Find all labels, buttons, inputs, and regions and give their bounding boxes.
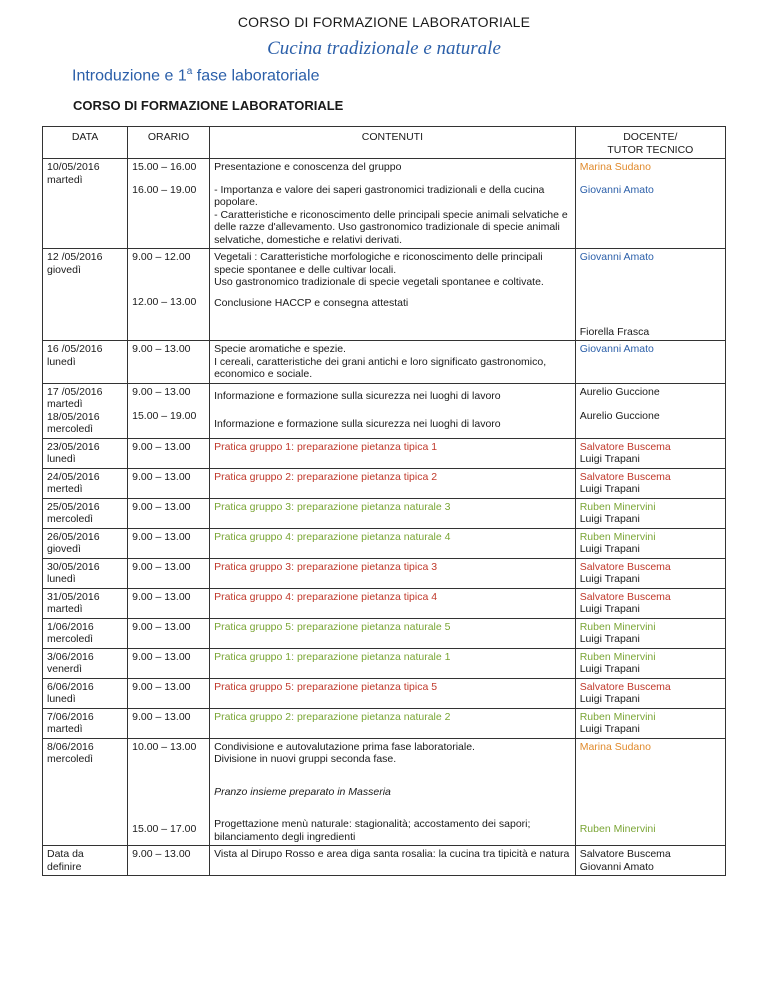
teacher-value: Luigi Trapani [579, 723, 640, 735]
table-row [43, 438, 726, 468]
date-cell [43, 341, 128, 384]
table-row [43, 383, 726, 438]
date-cell [43, 383, 128, 438]
content-cell [210, 846, 576, 876]
date-cell [43, 438, 128, 468]
weekday-value: venerdì [47, 663, 83, 675]
date-value: 8/06/2016 [47, 740, 94, 753]
date-value: 23/05/2016 [47, 440, 100, 453]
time-cell [128, 438, 210, 468]
weekday-value: martedì [47, 723, 83, 735]
teacher-value: Giovanni Amato [579, 860, 654, 873]
date-cell [43, 648, 128, 678]
time-value: 9.00 – 13.00 [132, 650, 191, 663]
time-cell [128, 846, 210, 876]
content-cell [210, 678, 576, 708]
content-value: Pranzo insieme preparato in Masseria [214, 785, 391, 798]
time-value: 9.00 – 13.00 [132, 385, 191, 398]
teacher-value: Aurelio Guccione [579, 410, 660, 422]
time-cell [128, 528, 210, 558]
time-value: 9.00 – 13.00 [132, 440, 191, 453]
content-cell [210, 738, 576, 846]
time-value: 9.00 – 13.00 [132, 620, 191, 633]
date-value: 12 /05/2016 [47, 251, 103, 263]
time-value: 9.00 – 13.00 [132, 500, 191, 513]
practice-task: preparazione pietanza tipica 1 [294, 440, 438, 453]
time-value: 9.00 – 13.00 [132, 590, 191, 603]
practice-description [214, 471, 571, 484]
content-cell [210, 249, 576, 341]
time-value: 9.00 – 13.00 [132, 470, 191, 483]
practice-task: preparazione pietanza tipica 4 [294, 590, 438, 603]
teacher-value: Luigi Trapani [579, 453, 640, 465]
time-cell [128, 618, 210, 648]
practice-group-label: Pratica gruppo 4 [214, 590, 292, 603]
practice-group-label: Pratica gruppo 4 [214, 530, 292, 543]
practice-description [214, 621, 571, 634]
practice-description [214, 651, 571, 664]
practice-separator: : [291, 710, 295, 723]
content-value: Vegetali : Caratteristiche morfologiche e riconoscimento delle principali specie spontanee e delle cultivar locali. [214, 251, 543, 276]
practice-group-label: Pratica gruppo 1 [214, 440, 292, 453]
weekday-value: lunedì [47, 355, 76, 368]
practice-description [214, 531, 571, 544]
content-value: Presentazione e conoscenza del gruppo [214, 161, 402, 173]
teacher-cell [575, 678, 725, 708]
weekday-value: giovedì [47, 263, 81, 276]
section-title-sup: a [186, 66, 193, 77]
date-value: 17 /05/2016 [47, 385, 103, 398]
table-row [43, 159, 726, 249]
teacher-value: Giovanni Amato [579, 251, 654, 263]
practice-description [214, 681, 571, 694]
table-row [43, 498, 726, 528]
teacher-value: Giovanni Amato [579, 343, 654, 355]
practice-description [214, 561, 571, 574]
table-row [43, 249, 726, 341]
time-value: 15.00 – 19.00 [132, 410, 197, 422]
teacher-value: Giovanni Amato [579, 183, 654, 196]
teacher-value: Luigi Trapani [579, 513, 640, 525]
teacher-cell [575, 708, 725, 738]
teacher-value: Luigi Trapani [579, 483, 640, 495]
section-title-prefix: Introduzione e 1 [72, 67, 187, 85]
table-row [43, 468, 726, 498]
teacher-value: Ruben Minervini [579, 500, 656, 513]
teacher-value: Ruben Minervini [579, 823, 656, 835]
teacher-cell [575, 341, 725, 384]
table-row [43, 341, 726, 384]
teacher-cell [575, 618, 725, 648]
header-teacher-line1: DOCENTE/ [623, 131, 678, 143]
content-value: Vista al Dirupo Rosso e area diga santa rosalia: la cucina tra tipicità e natura [214, 848, 570, 860]
date-cell [43, 468, 128, 498]
teacher-value: Salvatore Buscema [579, 470, 671, 483]
weekday-value: lunedì [47, 573, 76, 585]
time-value: 9.00 – 12.00 [132, 251, 191, 263]
table-row [43, 846, 726, 876]
time-cell [128, 341, 210, 384]
time-value: 9.00 – 13.00 [132, 710, 191, 723]
practice-separator: : [291, 620, 295, 633]
document-subtitle: Cucina tradizionale e naturale [267, 38, 501, 59]
practice-task: preparazione pietanza tipica 5 [294, 680, 438, 693]
content-cell [210, 159, 576, 249]
header-teacher [575, 127, 725, 159]
practice-task: preparazione pietanza naturale 1 [294, 650, 451, 663]
practice-task: preparazione pietanza naturale 3 [294, 500, 451, 513]
practice-separator: : [291, 680, 295, 693]
content-cell [210, 648, 576, 678]
content-value: Informazione e formazione sulla sicurezza nei luoghi di lavoro [214, 418, 501, 430]
date-value: Data da [47, 848, 84, 860]
teacher-value: Fiorella Frasca [579, 325, 650, 338]
teacher-value: Ruben Minervini [579, 530, 656, 543]
practice-separator: : [291, 590, 295, 603]
header-time: ORARIO [128, 127, 210, 159]
time-cell [128, 249, 210, 341]
practice-separator: : [291, 500, 295, 513]
date-value: 26/05/2016 [47, 530, 100, 543]
table-row [43, 618, 726, 648]
time-value: 9.00 – 13.00 [132, 680, 191, 693]
teacher-cell [575, 249, 725, 341]
teacher-cell [575, 159, 725, 249]
content-value: Progettazione menù naturale: stagionalità; accostamento dei sapori; bilanciamento degli ingredienti [214, 818, 531, 843]
date-cell [43, 498, 128, 528]
teacher-value: Marina Sudano [579, 161, 651, 173]
weekday-value: mercoledì [47, 753, 94, 765]
practice-separator: : [291, 470, 295, 483]
content-value: Specie aromatiche e spezie. [214, 343, 346, 355]
document-title: CORSO DI FORMAZIONE LABORATORIALE [237, 14, 531, 30]
practice-task: preparazione pietanza naturale 2 [294, 710, 451, 723]
date-cell [43, 738, 128, 846]
date-value: 24/05/2016 [47, 470, 100, 483]
section-title [72, 66, 320, 85]
date-cell [43, 588, 128, 618]
teacher-value: Salvatore Buscema [579, 680, 671, 693]
date-value: 10/05/2016 [47, 161, 100, 173]
practice-group-label: Pratica gruppo 2 [214, 710, 292, 723]
practice-separator: : [291, 650, 295, 663]
date-value: 7/06/2016 [47, 710, 94, 723]
header-content: CONTENUTI [210, 127, 576, 159]
content-cell [210, 558, 576, 588]
content-value: - Importanza e valore dei saperi gastronomici tradizionali e della cucina popolare. [214, 183, 545, 208]
content-cell [210, 383, 576, 438]
content-cell [210, 708, 576, 738]
practice-task: preparazione pietanza naturale 5 [294, 620, 451, 633]
date-value: 3/06/2016 [47, 650, 94, 663]
time-cell [128, 708, 210, 738]
time-value: 9.00 – 13.00 [132, 848, 191, 860]
practice-separator: : [291, 560, 295, 573]
practice-group-label: Pratica gruppo 2 [214, 470, 292, 483]
time-cell [128, 738, 210, 846]
teacher-cell [575, 738, 725, 846]
teacher-value: Aurelio Guccione [579, 385, 660, 398]
practice-group-label: Pratica gruppo 1 [214, 650, 292, 663]
weekday-value: lunedì [47, 693, 76, 705]
teacher-value: Luigi Trapani [579, 693, 640, 705]
header-teacher-line2: TUTOR TECNICO [607, 143, 694, 156]
time-value: 9.00 – 13.00 [132, 343, 191, 355]
teacher-cell [575, 498, 725, 528]
content-value: - Caratteristiche e riconoscimento delle principali specie animali selvatiche e delle razze d'allevamento. Uso gastronomico tradizionale di specie animali selvatiche, domestiche e relativi derivati. [214, 208, 568, 246]
date-value: 25/05/2016 [47, 500, 100, 513]
teacher-value: Salvatore Buscema [579, 560, 671, 573]
practice-task: preparazione pietanza naturale 4 [294, 530, 451, 543]
teacher-value: Salvatore Buscema [579, 590, 671, 603]
practice-task: preparazione pietanza tipica 3 [294, 560, 438, 573]
time-value: 12.00 – 13.00 [132, 295, 197, 308]
time-value: 10.00 – 13.00 [132, 740, 197, 753]
table-row [43, 678, 726, 708]
date-cell [43, 558, 128, 588]
date-value: 30/05/2016 [47, 560, 100, 573]
content-cell [210, 341, 576, 384]
schedule-table [42, 126, 726, 876]
practice-separator: : [291, 440, 295, 453]
content-cell [210, 498, 576, 528]
practice-description [214, 591, 571, 604]
teacher-value: Luigi Trapani [579, 633, 640, 645]
table-row [43, 528, 726, 558]
teacher-cell [575, 438, 725, 468]
weekday-value: mertedì [47, 483, 83, 495]
section-title-suffix: fase laboratoriale [192, 67, 320, 85]
date-value: 31/05/2016 [47, 590, 100, 603]
teacher-cell [575, 468, 725, 498]
teacher-value: Marina Sudano [579, 740, 651, 753]
content-value: Divisione in nuovi gruppi seconda fase. [214, 753, 397, 765]
teacher-value: Salvatore Buscema [579, 848, 671, 860]
table-row [43, 738, 726, 846]
teacher-value: Luigi Trapani [579, 543, 640, 555]
teacher-value: Salvatore Buscema [579, 440, 671, 453]
practice-description [214, 711, 571, 724]
table-header-row [43, 127, 726, 159]
practice-task: preparazione pietanza tipica 2 [294, 470, 438, 483]
teacher-cell [575, 648, 725, 678]
time-value: 15.00 – 17.00 [132, 823, 197, 835]
time-cell [128, 498, 210, 528]
content-cell [210, 438, 576, 468]
weekday-value: mercoledì [47, 423, 94, 435]
date-cell [43, 678, 128, 708]
content-value: Informazione e formazione sulla sicurezza nei luoghi di lavoro [214, 389, 501, 402]
time-value: 16.00 – 19.00 [132, 183, 197, 196]
weekday-value: lunedì [47, 453, 76, 465]
weekday-value: martedì [47, 398, 83, 410]
content-value: Condivisione e autovalutazione prima fase laboratoriale. [214, 740, 475, 753]
course-heading: CORSO DI FORMAZIONE LABORATORIALE [73, 98, 344, 113]
time-value: 9.00 – 13.00 [132, 560, 191, 573]
weekday-value: mercoledì [47, 513, 94, 525]
practice-description [214, 441, 571, 454]
table-row [43, 708, 726, 738]
date-cell [43, 528, 128, 558]
teacher-cell [575, 528, 725, 558]
content-cell [210, 468, 576, 498]
time-cell [128, 678, 210, 708]
date-cell [43, 249, 128, 341]
time-cell [128, 648, 210, 678]
table-row [43, 558, 726, 588]
teacher-cell [575, 558, 725, 588]
weekday-value: mercoledì [47, 633, 94, 645]
time-cell [128, 588, 210, 618]
time-cell [128, 558, 210, 588]
teacher-value: Ruben Minervini [579, 620, 656, 633]
content-cell [210, 618, 576, 648]
table-row [43, 588, 726, 618]
table-row [43, 648, 726, 678]
teacher-value: Ruben Minervini [579, 710, 656, 723]
teacher-cell [575, 588, 725, 618]
practice-group-label: Pratica gruppo 3 [214, 560, 292, 573]
practice-group-label: Pratica gruppo 3 [214, 500, 292, 513]
teacher-value: Luigi Trapani [579, 603, 640, 615]
date-value: 6/06/2016 [47, 680, 94, 693]
teacher-value: Luigi Trapani [579, 663, 640, 675]
time-cell [128, 468, 210, 498]
weekday-value: martedì [47, 173, 83, 186]
practice-description [214, 501, 571, 514]
teacher-cell [575, 383, 725, 438]
date-cell [43, 846, 128, 876]
teacher-value: Ruben Minervini [579, 650, 656, 663]
weekday-value: definire [47, 860, 82, 873]
teacher-cell [575, 846, 725, 876]
practice-separator: : [291, 530, 295, 543]
date-cell [43, 618, 128, 648]
content-cell [210, 528, 576, 558]
content-value: Uso gastronomico tradizionale di specie vegetali spontanee e coltivate. [214, 276, 544, 288]
header-date: DATA [43, 127, 128, 159]
date-value: 16 /05/2016 [47, 343, 103, 355]
practice-group-label: Pratica gruppo 5 [214, 680, 292, 693]
time-cell [128, 159, 210, 249]
weekday-value: giovedì [47, 543, 81, 555]
teacher-value: Luigi Trapani [579, 573, 640, 585]
content-cell [210, 588, 576, 618]
date-cell [43, 708, 128, 738]
time-value: 15.00 – 16.00 [132, 161, 197, 173]
time-value: 9.00 – 13.00 [132, 530, 191, 543]
content-value: I cereali, caratteristiche dei grani antichi e loro significato gastronomico, economico e sociale. [214, 355, 547, 380]
content-value: Conclusione HACCP e consegna attestati [214, 296, 409, 309]
practice-group-label: Pratica gruppo 5 [214, 620, 292, 633]
date-value: 18/05/2016 [47, 410, 100, 423]
time-cell [128, 383, 210, 438]
date-value: 1/06/2016 [47, 620, 94, 633]
weekday-value: martedì [47, 603, 83, 615]
date-cell [43, 159, 128, 249]
